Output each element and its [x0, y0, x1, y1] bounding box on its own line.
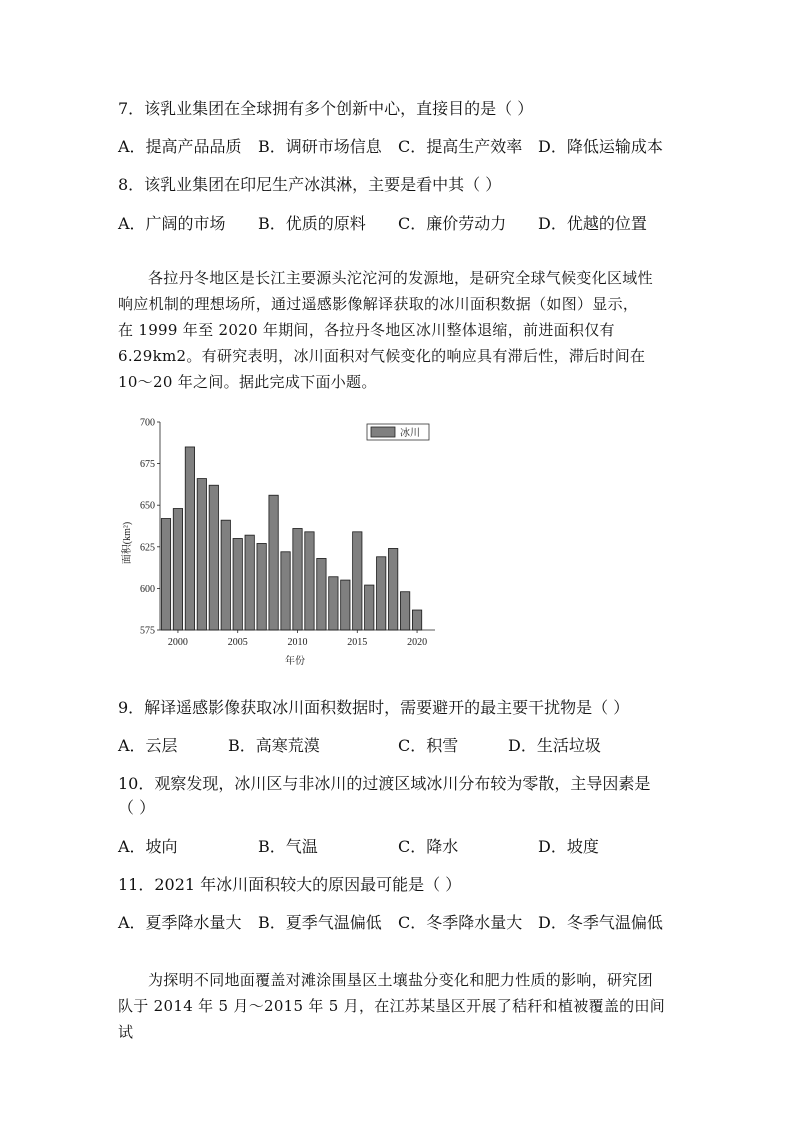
passage-1-line: 响应机制的理想场所，通过遥感影像解译获取的冰川面积数据（如图）显示， — [118, 295, 639, 313]
q9-option-a: A．云层 — [118, 736, 178, 755]
bar-2006 — [245, 535, 254, 630]
y-axis-label: 面积(km²) — [122, 521, 133, 565]
q9-option-c: C．积雪 — [398, 736, 459, 755]
bar-2015 — [353, 532, 362, 630]
bar-2007 — [257, 543, 266, 630]
x-tick-label: 2005 — [227, 637, 248, 648]
q7-option-b: B．调研市场信息 — [258, 137, 382, 156]
y-tick-label: 675 — [140, 459, 155, 471]
bar-2011 — [305, 532, 314, 630]
bar-2016 — [365, 585, 374, 630]
y-tick-label: 575 — [140, 625, 155, 637]
question-8-stem: 8．该乳业集团在印尼生产冰淇淋，主要是看中其（ ） — [118, 175, 502, 194]
bar-2018 — [388, 548, 397, 630]
q9-option-d: D．生活垃圾 — [508, 736, 601, 755]
q8-option-b: B．优质的原料 — [258, 214, 366, 233]
bar-2008 — [269, 495, 278, 630]
y-tick-label: 600 — [140, 583, 155, 595]
bar-2017 — [377, 557, 386, 630]
question-10-stem: 10．观察发现，冰川区与非冰川的过渡区域冰川分布较为零散，主导因素是 — [118, 774, 651, 793]
bar-2002 — [197, 479, 206, 630]
q8-option-d: D．优越的位置 — [538, 214, 647, 233]
chart-bars — [161, 447, 421, 630]
q11-option-b: B．夏季气温偏低 — [258, 913, 382, 932]
passage-1-line: 各拉丹冬地区是长江主要源头沱沱河的发源地，是研究全球气候变化区域性 — [148, 269, 653, 287]
x-tick-label: 2020 — [407, 637, 428, 648]
bar-2004 — [221, 520, 230, 630]
question-9-stem: 9．解译遥感影像获取冰川面积数据时，需要避开的最主要干扰物是（ ） — [118, 698, 630, 717]
q10-option-b: B．气温 — [258, 837, 318, 856]
x-tick-label: 2000 — [167, 637, 188, 648]
passage-1-line: 在 1999 年至 2020 年期间，各拉丹冬地区冰川整体退缩，前进面积仅有 — [118, 321, 615, 339]
bar-2005 — [233, 538, 242, 630]
bar-2012 — [317, 558, 326, 630]
q7-option-d: D．降低运输成本 — [538, 137, 663, 156]
bar-2013 — [329, 577, 338, 630]
glacier-area-bar-chart — [110, 405, 440, 667]
bar-2019 — [400, 592, 409, 630]
q11-option-d: D．冬季气温偏低 — [538, 913, 663, 932]
bar-2010 — [293, 529, 302, 631]
question-7-stem: 7．该乳业集团在全球拥有多个创新中心，直接目的是（ ） — [118, 99, 534, 118]
q10-option-c: C．降水 — [398, 837, 459, 856]
x-tick-label: 2015 — [347, 637, 368, 648]
passage-1-line: 10～20 年之间。据此完成下面小题。 — [118, 373, 377, 391]
q9-option-b: B．高寒荒漠 — [228, 736, 320, 755]
passage-2-line: 为探明不同地面覆盖对滩涂围垦区土壤盐分变化和肥力性质的影响，研究团 — [148, 971, 653, 989]
q11-option-c: C．冬季降水量大 — [398, 913, 523, 932]
q8-option-a: A．广阔的市场 — [118, 214, 226, 233]
q7-option-c: C．提高生产效率 — [398, 137, 523, 156]
bar-2001 — [185, 447, 194, 630]
q7-option-a: A．提高产品品质 — [118, 137, 242, 156]
passage-2-line: 队于 2014 年 5 月～2015 年 5 月，在江苏某垦区开展了秸秆和植被覆盖的田间试 — [118, 997, 666, 1041]
y-tick-label: 700 — [140, 417, 155, 429]
bar-2000 — [173, 509, 182, 630]
legend-label: 冰川 — [400, 428, 420, 439]
bar-1999 — [161, 519, 170, 630]
bar-2020 — [412, 610, 421, 630]
q10-option-a: A．坡向 — [118, 837, 178, 856]
y-tick-label: 625 — [140, 542, 155, 554]
y-tick-label: 650 — [140, 500, 155, 512]
legend-swatch — [371, 427, 395, 437]
passage-2 — [118, 967, 678, 1045]
bar-2009 — [281, 552, 290, 630]
q11-option-a: A．夏季降水量大 — [118, 913, 242, 932]
q10-option-d: D．坡度 — [538, 837, 599, 856]
bar-2003 — [209, 485, 218, 630]
question-10-stem-cont: （ ） — [118, 798, 156, 817]
question-11-stem: 11．2021 年冰川面积较大的原因最可能是（ ） — [118, 875, 462, 894]
passage-1-line: 6.29km2。有研究表明，冰川面积对气候变化的响应具有滞后性，滞后时间在 — [118, 347, 646, 365]
x-tick-label: 2010 — [287, 637, 308, 648]
chart-legend — [367, 424, 429, 440]
q8-option-c: C．廉价劳动力 — [398, 214, 507, 233]
bar-2014 — [341, 580, 350, 630]
passage-1 — [118, 265, 678, 395]
x-axis-label: 年份 — [285, 656, 305, 667]
